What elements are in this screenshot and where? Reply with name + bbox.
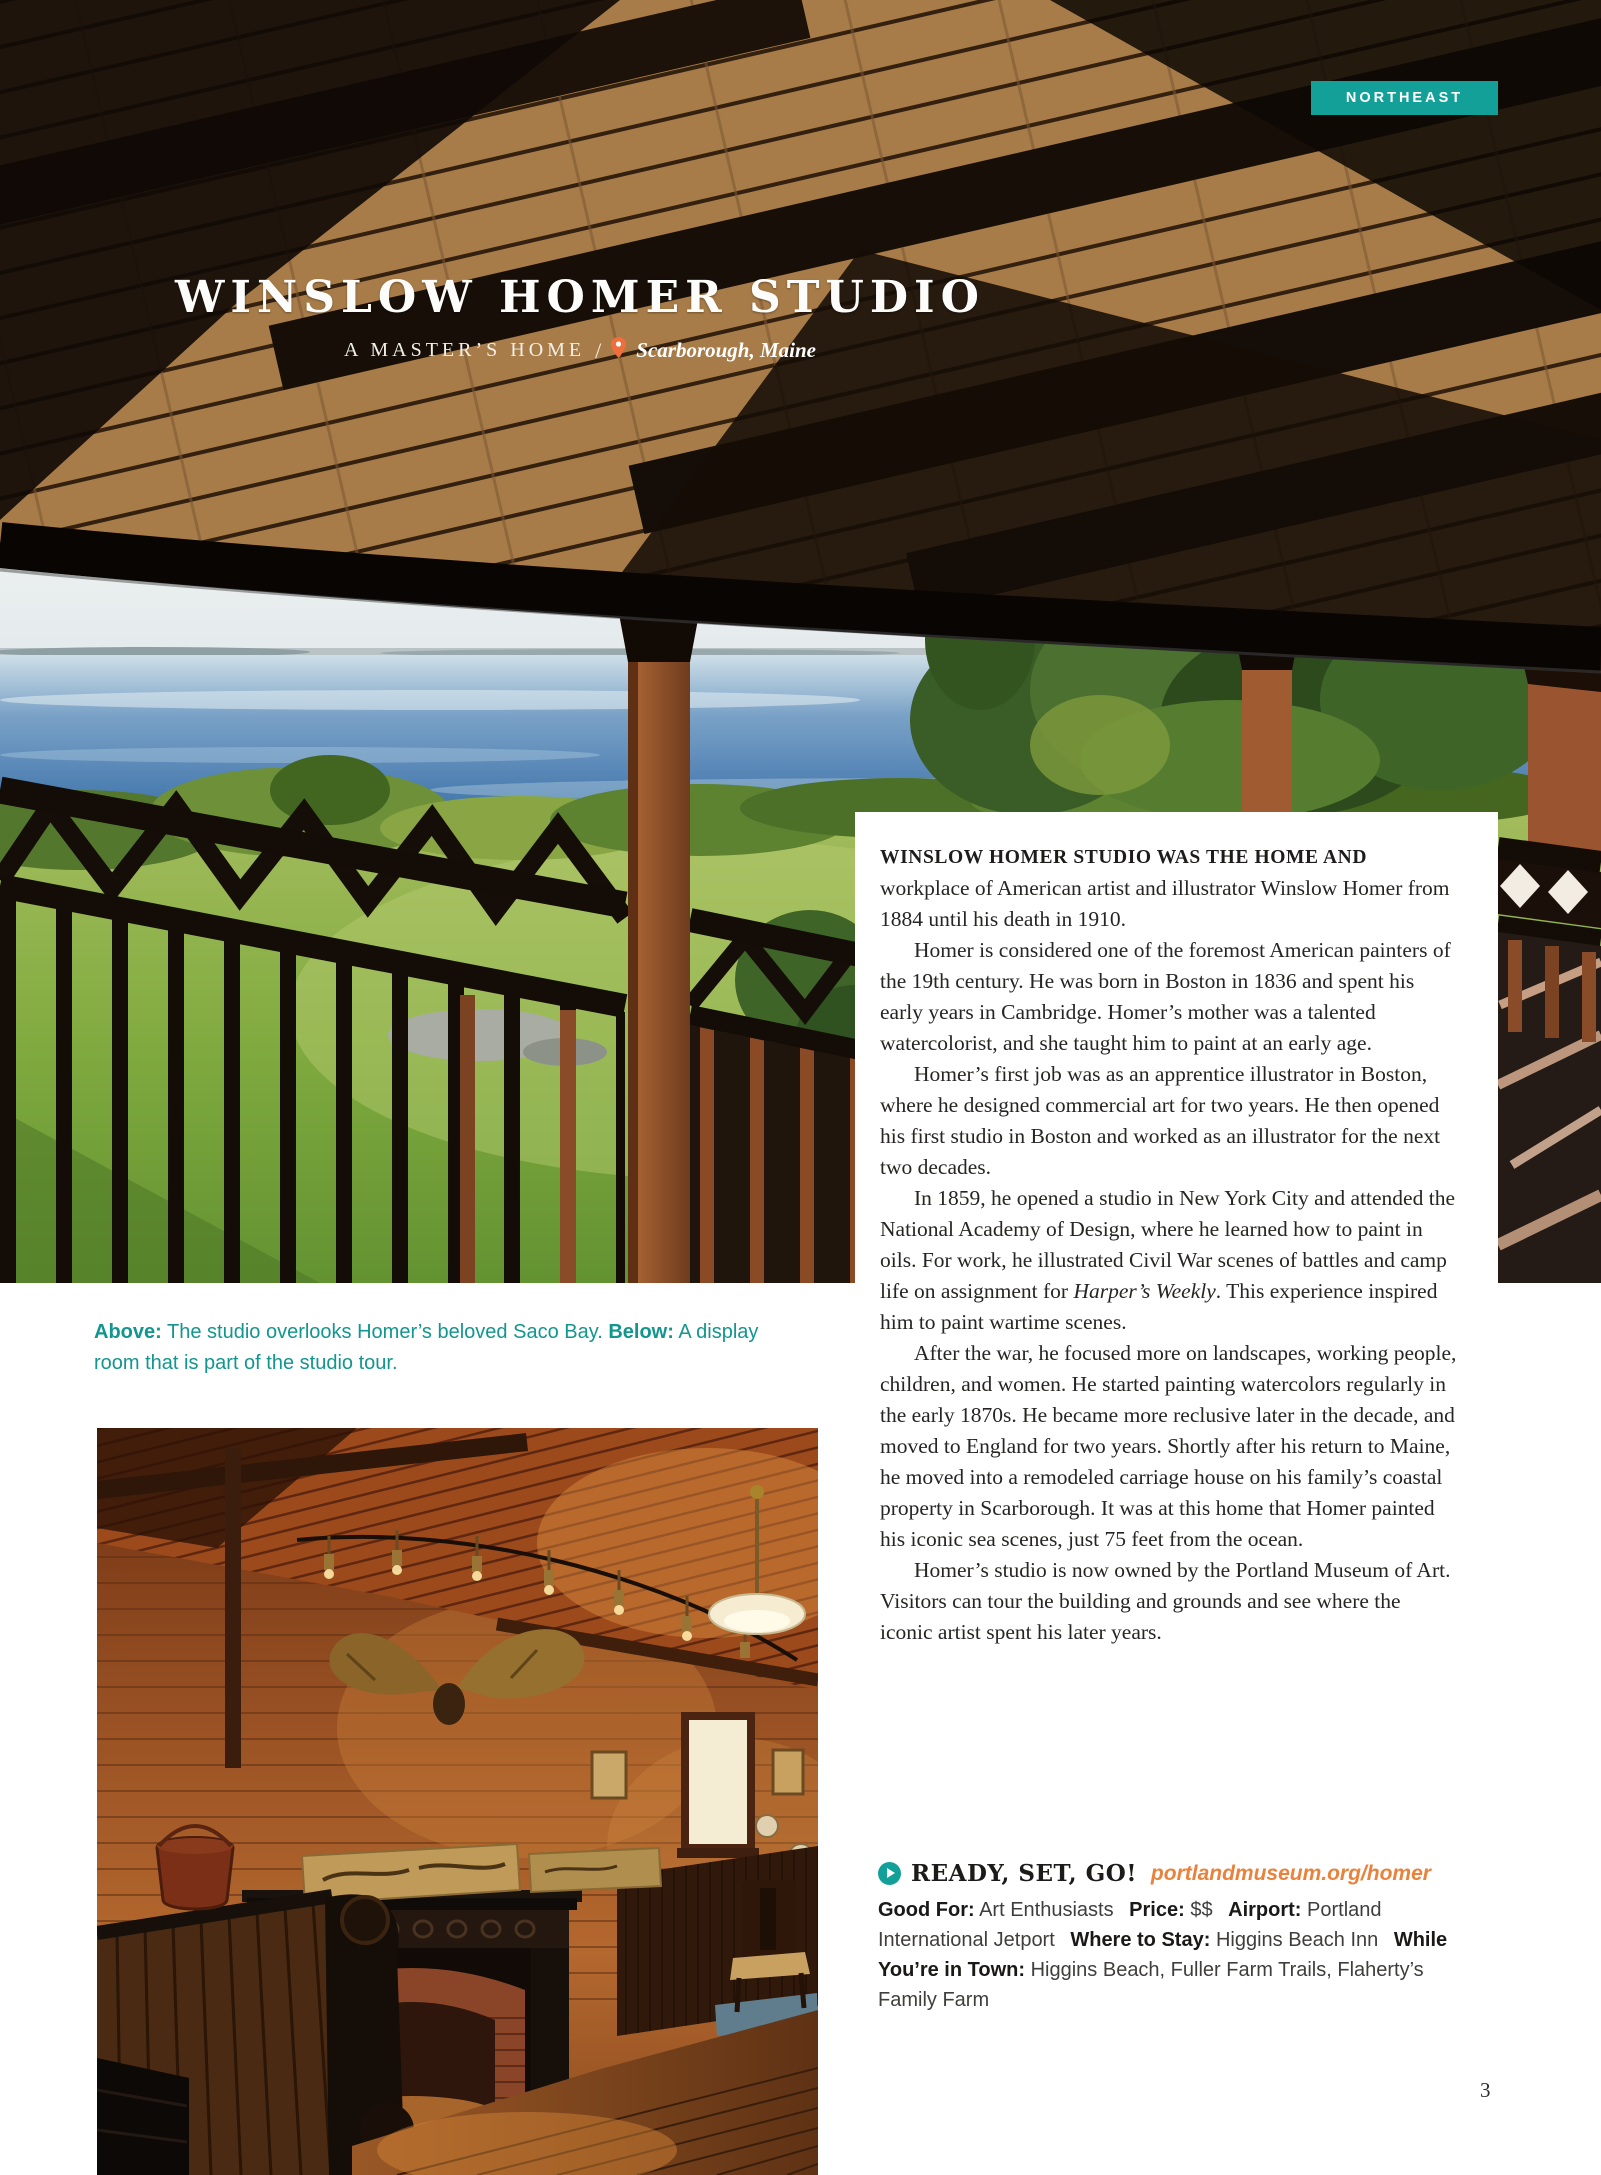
subtitle: [80, 337, 1080, 364]
kicker: A MASTER’S HOME: [344, 339, 586, 361]
ready-set-go-header: [878, 1860, 1474, 1887]
caption-below-label: Below:: [608, 1321, 674, 1343]
interior-photo-studio-display-room: [97, 1428, 818, 2175]
window: [685, 1716, 751, 1848]
info-value: Higgins Beach, Fuller Farm Trails, Flaherty’s Family Farm: [878, 1959, 1424, 2011]
caption-above-text: The studio overlooks Homer’s beloved Saco Bay.: [167, 1321, 603, 1343]
info-value: Portland International Jetport: [878, 1899, 1382, 1951]
ready-set-go-label: READY, SET, GO!: [911, 1860, 1137, 1887]
page-number: 3: [1480, 2078, 1491, 2102]
porch-railing-right: [690, 920, 860, 1283]
info-value: $$: [1190, 1899, 1213, 1921]
article-header: [80, 272, 1080, 364]
info-value: Art Enthusiasts: [979, 1899, 1114, 1921]
paragraph: [880, 1183, 1458, 1338]
info-label: While You’re in Town:: [878, 1929, 1448, 1981]
porch-post-middle: [616, 598, 702, 1283]
location-pin-icon: [611, 337, 626, 364]
article-body: [880, 841, 1458, 1648]
region-badge: [1311, 81, 1498, 115]
info-label: Price:: [1129, 1899, 1185, 1921]
wall-plate: [756, 1815, 778, 1837]
paragraph-lead: [880, 841, 1458, 935]
paragraph-text: . This experience inspired him to paint wartime scenes.: [880, 1279, 1438, 1334]
museum-link[interactable]: portlandmuseum.org/homer: [1150, 1861, 1431, 1885]
lead-rest: workplace of American artist and illustrator Winslow Homer from 1884 until his death in 1910.: [880, 876, 1450, 931]
separator: /: [595, 337, 602, 363]
stairs: [97, 2058, 189, 2175]
paragraph-text: In 1859, he opened a studio in New York City and attended the National Academy of Design, where he learned how to paint in oils. For work, he illustrated Civil War scenes of battles and camp life on assignment for: [880, 1186, 1455, 1303]
paragraph: Homer is considered one of the foremost American painters of the 19th century. He was born in Boston in 1836 and spent his early years in Cambridge. Homer’s mother was a talented watercolorist, and she taught him to paint at an early age.: [880, 938, 1451, 1055]
ready-set-go-block: [878, 1860, 1474, 2015]
trip-info: [878, 1895, 1474, 2015]
play-icon: [878, 1862, 901, 1885]
paragraph: Homer’s first job was as an apprentice illustrator in Boston, where he designed commercial art for two years. He then opened his first studio in Boston and worked as an illustrator for the next two decades.: [880, 1062, 1441, 1179]
info-value: Higgins Beach Inn: [1215, 1929, 1379, 1951]
framed-picture: [773, 1750, 803, 1794]
lead-smallcaps: WINSLOW HOMER STUDIO WAS THE HOME AND: [880, 847, 1368, 868]
info-label: Where to Stay:: [1070, 1929, 1211, 1951]
location-text: Scarborough, Maine: [636, 338, 816, 362]
publication-name: Harper’s Weekly: [1073, 1279, 1216, 1303]
caption-below-text: A display room that is part of the studio tour.: [94, 1321, 759, 1374]
info-label: Airport:: [1228, 1899, 1302, 1921]
photo-caption: [94, 1317, 800, 1379]
bucket: [157, 1826, 233, 1909]
paragraph: Homer’s studio is now owned by the Portland Museum of Art. Visitors can tour the building and grounds and see where the iconic artist spent his later years.: [880, 1558, 1451, 1644]
region-badge-label: NORTHEAST: [1345, 90, 1464, 106]
page-title: WINSLOW HOMER STUDIO: [175, 272, 985, 323]
info-label: Good For:: [878, 1899, 975, 1921]
framed-picture: [592, 1752, 626, 1798]
paragraph: After the war, he focused more on landscapes, working people, children, and women. He started painting watercolors regularly in the early 1870s. He became more reclusive later in the decade, and moved to England for two years. Shortly after his return to Maine, he moved into a remodeled carriage house on his family’s coastal property in Scarborough. It was at this home that Homer painted his iconic sea scenes, just 75 feet from the ocean.: [880, 1341, 1457, 1551]
caption-above-label: Above:: [94, 1321, 162, 1343]
interior-photo-illustration: [97, 1428, 818, 2175]
